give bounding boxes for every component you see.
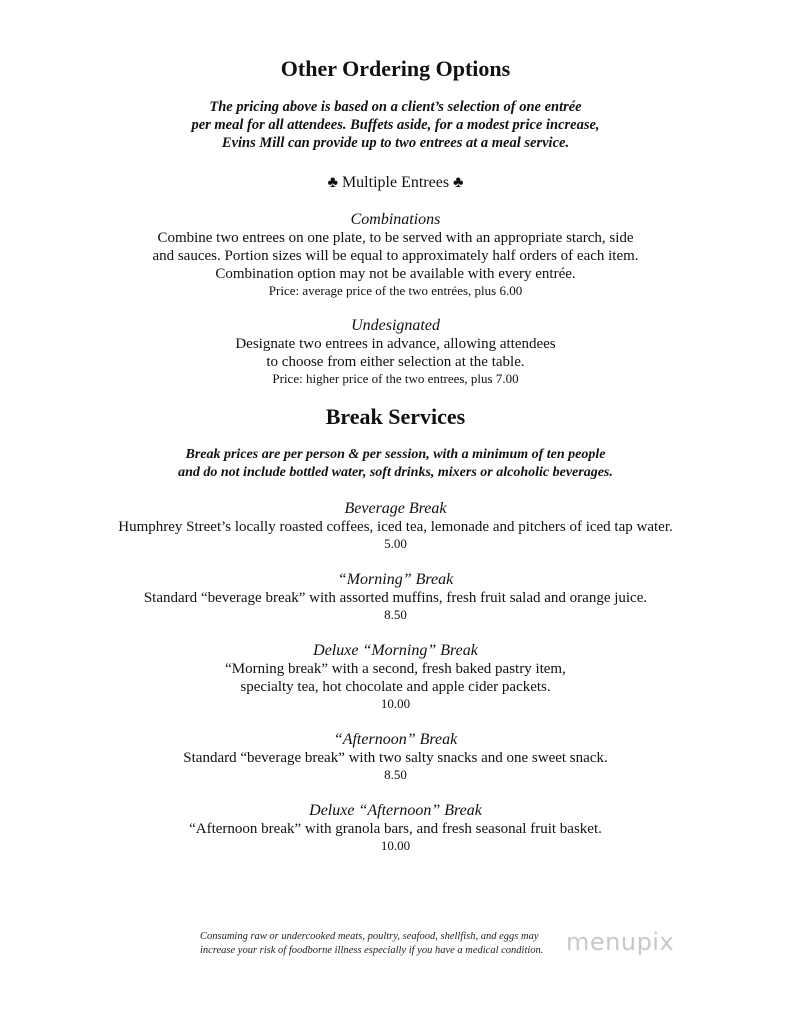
disclaimer-line: increase your risk of foodborne illness especially if you have a medical condition.	[200, 945, 544, 956]
break-item	[0, 801, 791, 854]
menupix-watermark: menupix	[566, 928, 675, 956]
break-item	[0, 730, 791, 783]
break-item-price: 8.50	[384, 607, 407, 622]
break-item-description: “Morning break” with a second, fresh baked pastry item,	[225, 661, 566, 677]
intro-line: The pricing above is based on a client’s selection of one entrée	[209, 99, 582, 115]
break-item-name: Deluxe “Afternoon” Break	[309, 802, 482, 819]
break-item-description: Humphrey Street’s locally roasted coffees, iced tea, lemonade and pitchers of iced tap water.	[118, 519, 673, 535]
break-item-description: Standard “beverage break” with two salty snacks and one sweet snack.	[183, 750, 608, 766]
break-item-description: Standard “beverage break” with assorted muffins, fresh fruit salad and orange juice.	[143, 590, 648, 606]
other-ordering-title: Other Ordering Options	[280, 56, 511, 81]
break-item-name: “Morning” Break	[337, 571, 454, 588]
intro-line: Break prices are per person & per session, with a minimum of ten people	[185, 447, 606, 462]
break-item	[0, 570, 791, 623]
intro-line: Evins Mill can provide up to two entrees at a meal service.	[221, 135, 570, 151]
break-item-name: “Afternoon” Break	[333, 731, 458, 748]
combinations-price: Price: average price of the two entrées, plus 6.00	[268, 283, 523, 298]
food-safety-disclaimer	[200, 930, 580, 958]
break-item	[0, 499, 791, 552]
other-ordering-intro	[0, 98, 791, 152]
break-item-description: specialty tea, hot chocolate and apple cider packets.	[240, 679, 551, 695]
break-services-title: Break Services	[325, 404, 466, 429]
break-item-description: “Afternoon break” with granola bars, and fresh seasonal fruit basket.	[189, 821, 602, 837]
break-item-price: 10.00	[380, 838, 411, 853]
undesignated-line: to choose from either selection at the table.	[266, 354, 525, 370]
undesignated-price: Price: higher price of the two entrees, plus 7.00	[272, 371, 519, 386]
break-item-price: 10.00	[380, 696, 411, 711]
break-services-intro	[0, 446, 791, 482]
intro-line: and do not include bottled water, soft drinks, mixers or alcoholic beverages.	[178, 465, 613, 480]
undesignated-line: Designate two entrees in advance, allowing attendees	[235, 336, 556, 352]
break-item-price: 8.50	[384, 767, 407, 782]
combinations-line: Combine two entrees on one plate, to be served with an appropriate starch, side	[157, 230, 634, 246]
break-item-price: 5.00	[384, 536, 407, 551]
break-item-name: Beverage Break	[344, 500, 447, 517]
break-item	[0, 641, 791, 712]
undesignated-heading: Undesignated	[351, 317, 440, 334]
combinations-line: Combination option may not be available with every entrée.	[215, 266, 576, 282]
combinations-section	[0, 210, 791, 299]
combinations-line: and sauces. Portion sizes will be equal to approximately half orders of each item.	[152, 248, 639, 264]
multiple-entrees-heading: ♣ Multiple Entrees ♣	[327, 174, 464, 191]
undesignated-section	[0, 316, 791, 387]
break-item-name: Deluxe “Morning” Break	[313, 642, 478, 659]
disclaimer-line: Consuming raw or undercooked meats, poultry, seafood, shellfish, and eggs may	[200, 931, 539, 942]
intro-line: per meal for all attendees. Buffets aside, for a modest price increase,	[191, 117, 600, 133]
combinations-heading: Combinations	[350, 211, 441, 228]
